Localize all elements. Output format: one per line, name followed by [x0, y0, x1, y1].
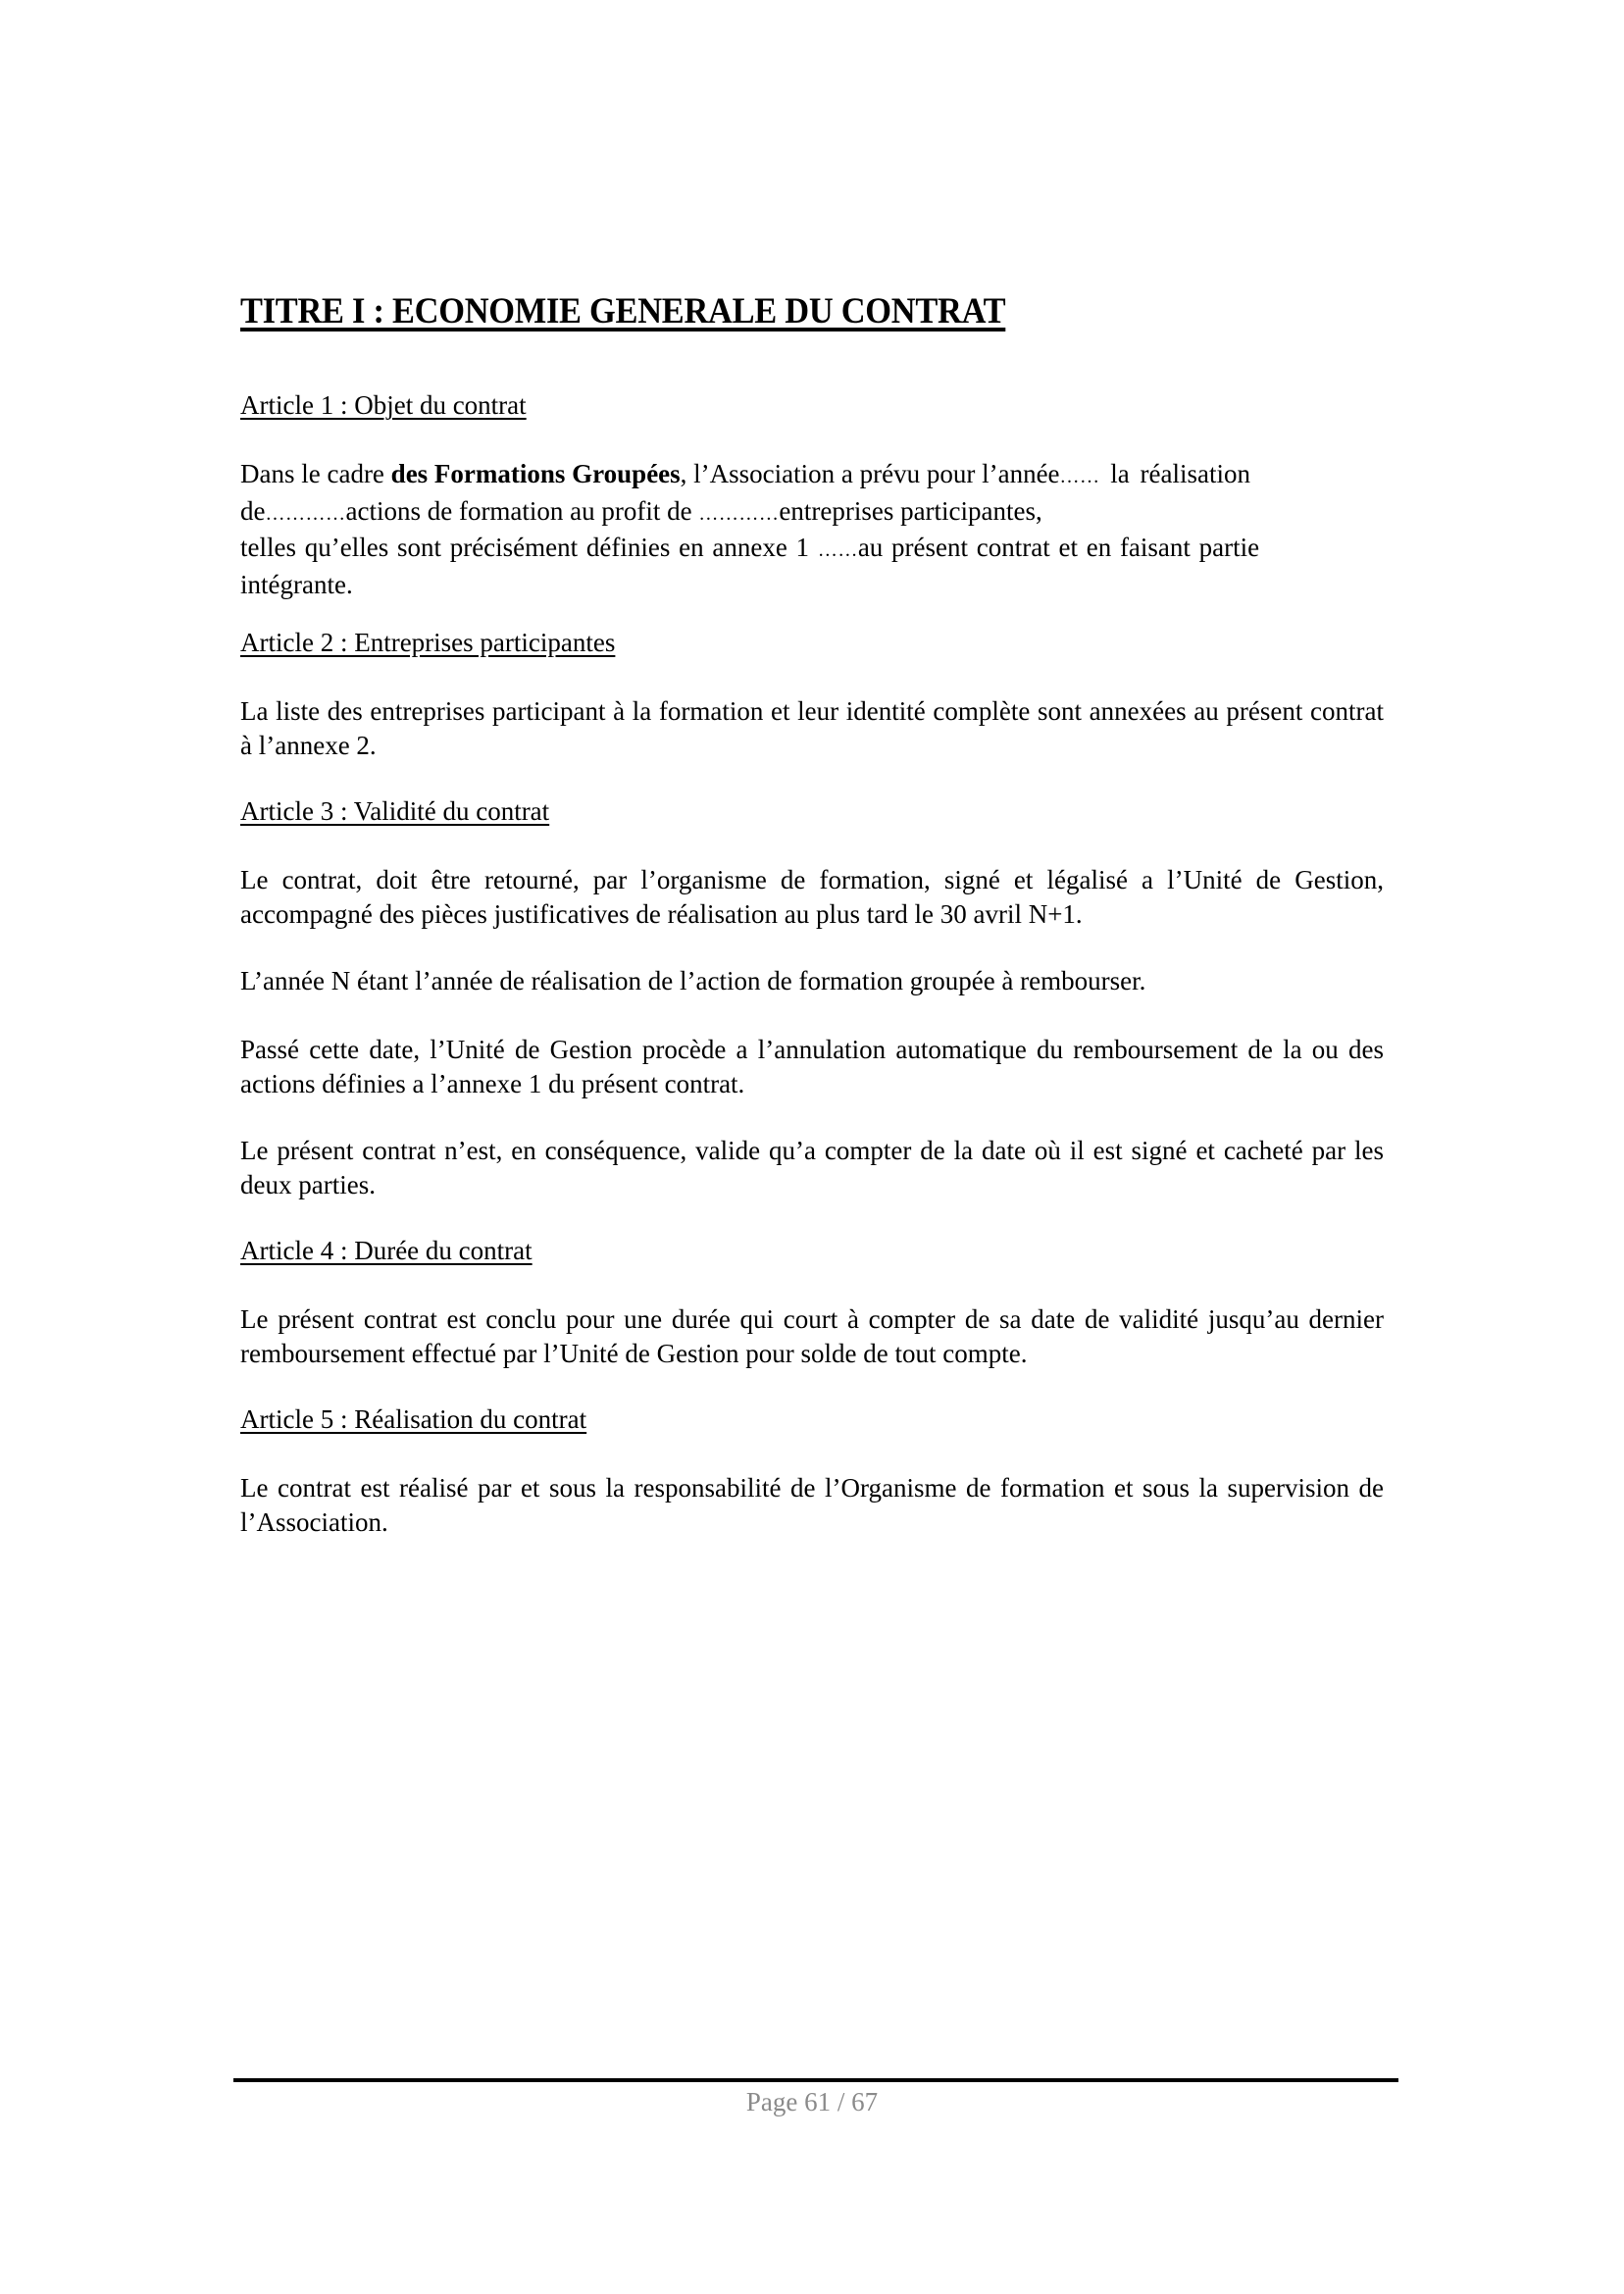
article-5-paragraph: Le contrat est réalisé par et sous la responsabilité de l’Organisme de formation et sous la supervision de l’Association.	[240, 1473, 1384, 1537]
article-4-paragraph: Le présent contrat est conclu pour une durée qui court à compter de sa date de validité jusqu’au dernier remboursement effectué par l’Unité de Gestion pour solde de tout compte.	[240, 1304, 1384, 1368]
blank-actions-count-placeholder: …………	[265, 502, 346, 525]
blank-annex-placeholder: ……	[817, 539, 858, 561]
footer-divider	[233, 2078, 1398, 2082]
text-run: la réalisation	[1099, 459, 1250, 488]
article-1-line-2	[240, 494, 1384, 532]
article-1-line-3	[240, 531, 1384, 568]
article-5-heading: Article 5 : Réalisation du contrat	[240, 1404, 587, 1434]
article-3-paragraph-1: Le contrat, doit être retourné, par l’organisme de formation, signé et légalisé a l’Unité de Gestion, accompagné des pièces justificatives de réalisation au plus tard le 30 avril N+1.	[240, 865, 1384, 929]
text-run: au présent contrat et en faisant partie	[857, 533, 1260, 562]
bold-text-formations-groupees: des Formations Groupées	[390, 459, 681, 488]
blank-companies-count-placeholder: …………	[698, 502, 780, 525]
document-title: TITRE I : ECONOMIE GENERALE DU CONTRAT	[240, 291, 1006, 331]
text-run: , l’Association a prévu pour l’année	[680, 459, 1060, 488]
article-1-line-1	[240, 457, 1384, 494]
article-2-paragraph: La liste des entreprises participant à la formation et leur identité complète sont annexées au présent contrat à l’annexe 2.	[240, 696, 1384, 760]
blank-year-placeholder: ……	[1059, 466, 1100, 487]
article-3-heading: Article 3 : Validité du contrat	[240, 796, 550, 826]
text-run: Dans le cadre	[240, 459, 391, 488]
article-3-paragraph-2: L’année N étant l’année de réalisation de l’action de formation groupée à rembourser.	[240, 966, 1146, 995]
article-4-heading: Article 4 : Durée du contrat	[240, 1236, 533, 1265]
text-run: telles qu’elles sont précisément définies en annexe 1	[240, 533, 818, 562]
article-1-heading: Article 1 : Objet du contrat	[240, 390, 527, 420]
text-run: de	[240, 495, 266, 526]
article-3-paragraph-4: Le présent contrat n’est, en conséquence, valide qu’a compter de la date où il est signé et cacheté par les deux parties.	[240, 1136, 1384, 1199]
text-run: actions de formation au profit de	[345, 495, 699, 526]
article-3-paragraph-3: Passé cette date, l’Unité de Gestion procède a l’annulation automatique du remboursement de la ou des actions définies a l’annexe 1 du présent contrat.	[240, 1035, 1384, 1098]
text-run: entreprises participantes,	[779, 495, 1042, 526]
article-1-paragraph	[240, 457, 1384, 601]
page-number: Page 61 / 67	[745, 2087, 879, 2116]
article-2-heading: Article 2 : Entreprises participantes	[240, 628, 616, 657]
article-1-line-4: intégrante.	[240, 569, 353, 599]
